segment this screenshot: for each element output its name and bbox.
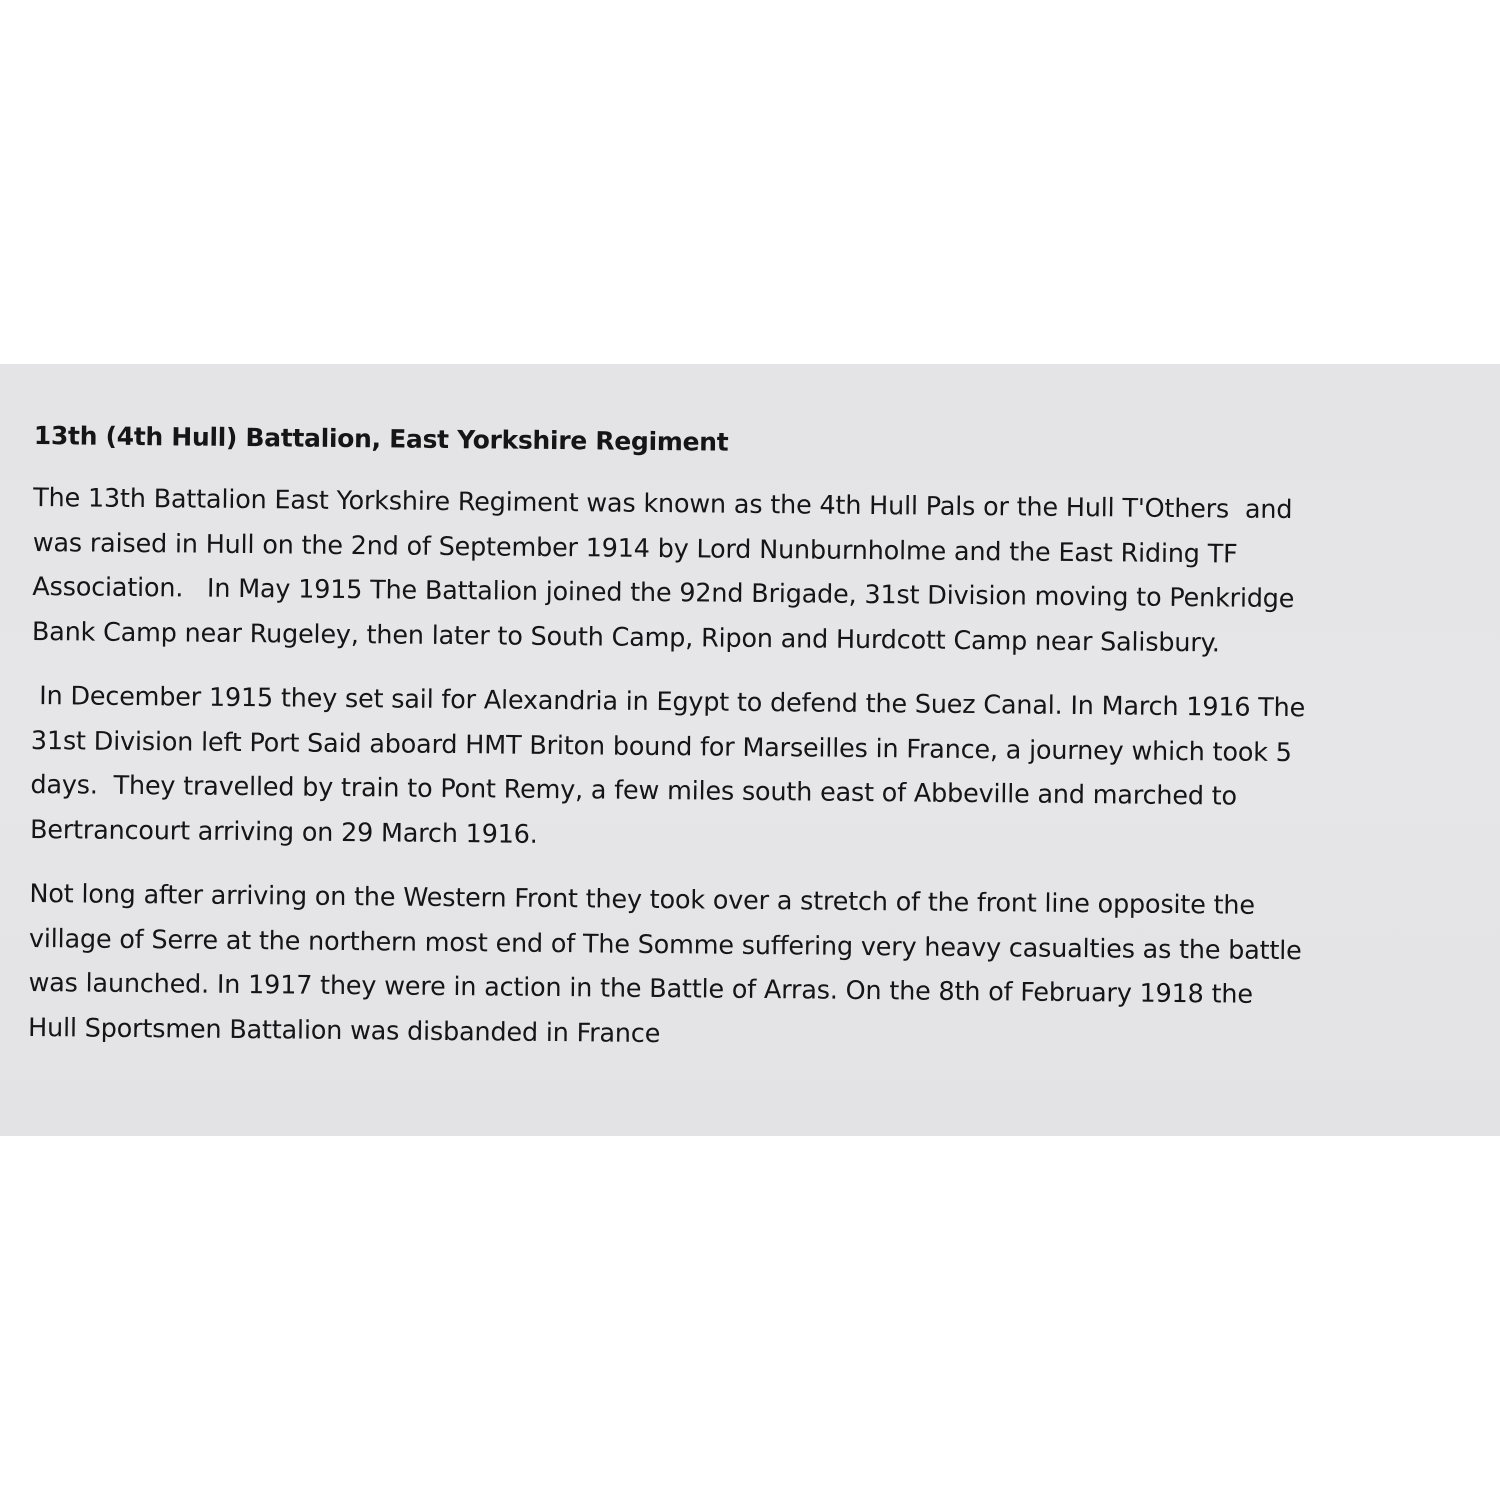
text-line: Bertrancourt arriving on 29 March 1916. bbox=[29, 814, 538, 850]
paragraph-1 bbox=[32, 476, 1464, 668]
text-line: Hull Sportsmen Battalion was disbanded in France bbox=[27, 1012, 661, 1049]
text-line: 31st Division left Port Said aboard HMT Briton bound for Marseilles in France, a journey which took 5 bbox=[30, 725, 1292, 768]
paragraph-2 bbox=[30, 674, 1462, 866]
panel-text bbox=[28, 416, 1464, 1084]
text-line: Not long after arriving on the Western Front they took over a stretch of the front line opposite the bbox=[29, 878, 1255, 921]
text-line: was launched. In 1917 they were in action in the Battle of Arras. On the 8th of February 1918 the bbox=[28, 967, 1253, 1010]
text-line: In December 1915 they set sail for Alexandria in Egypt to defend the Suez Canal. In March 1916 The bbox=[31, 680, 1306, 724]
text-line: Association. In May 1915 The Battalion joined the 92nd Brigade, 31st Division moving to Penkridge bbox=[32, 571, 1295, 615]
text-line: The 13th Battalion East Yorkshire Regiment was known as the 4th Hull Pals or the Hull T'Others and bbox=[33, 482, 1293, 526]
document-title: 13th (4th Hull) Battalion, East Yorkshire Regiment bbox=[33, 420, 729, 457]
text-line: was raised in Hull on the 2nd of September 1914 by Lord Nunburnholme and the East Riding TF bbox=[32, 527, 1238, 570]
text-line: days. They travelled by train to Pont Remy, a few miles south east of Abbeville and marched to bbox=[30, 769, 1238, 812]
text-panel bbox=[0, 364, 1500, 1136]
text-line: Bank Camp near Rugeley, then later to South Camp, Ripon and Hurdcott Camp near Salisbury. bbox=[31, 616, 1220, 658]
paragraph-3 bbox=[28, 872, 1460, 1064]
text-line: village of Serre at the northern most end of The Somme suffering very heavy casualties as the battle bbox=[28, 923, 1302, 966]
